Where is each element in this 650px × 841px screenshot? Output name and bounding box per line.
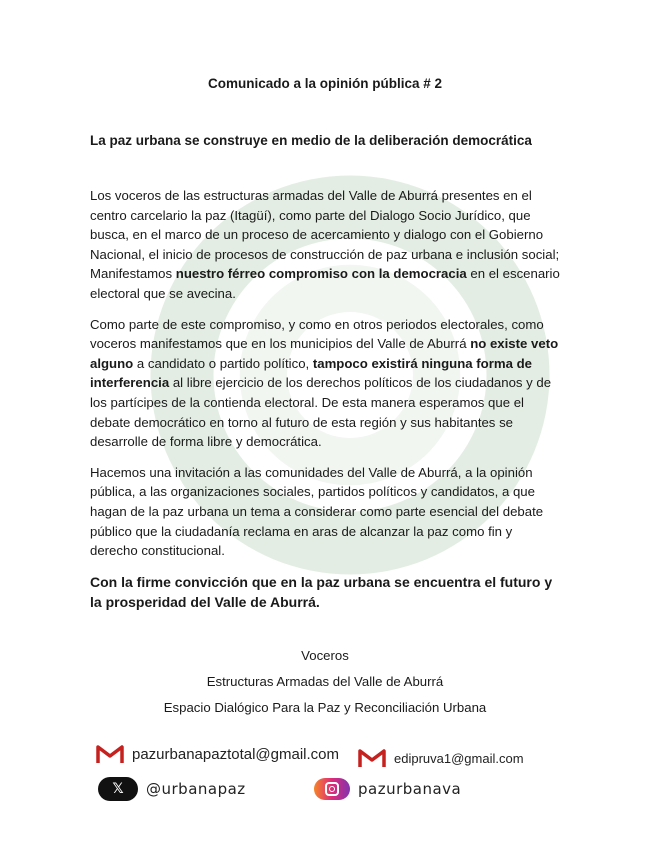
contact-gmail-2: [358, 748, 524, 768]
closing-statement: Con la firme convicción que en la paz urbana se encuentra el futuro y la prosperidad del Valle de Aburrá.: [90, 573, 553, 610]
gmail-icon: [358, 748, 386, 768]
contact-instagram: [314, 778, 461, 800]
gmail-icon: [96, 744, 124, 764]
signature-line-2: Estructuras Armadas del Valle de Aburrá: [206, 674, 444, 689]
gmail-address-2: edipruva1@gmail.com: [394, 750, 524, 766]
x-icon: 𝕏: [98, 777, 138, 801]
instagram-icon: [314, 778, 350, 800]
paragraph-1: Los voceros de las estructuras armadas del Valle de Aburrá presentes en el centro carcelario la paz (Itagüí), como parte del Dialogo Socio Jurídico, que busca, en el marco de un proceso de acercamiento y dialogo con el Gobierno Nacional, el inicio de procesos de construcción de paz urbana e inclusión social; Manifestamos nuestro férreo compromiso con la democracia en el escenario electoral que se avecina.: [90, 188, 560, 301]
paragraph-2: Como parte de este compromiso, y como en otros periodos electorales, como voceros manifestamos que en los municipios del Valle de Aburrá no existe veto alguno a candidato o partido político, tampoco existirá ninguna forma de interferencia al libre ejercicio de los derechos políticos de los ciudadanos y de los partícipes de la contienda electoral. De esta manera esperamos que el debate democrático en torno al futuro de esta región y sus habitantes se desarrolle de forma libre y democrática.: [90, 316, 559, 450]
body-text: [90, 186, 562, 623]
contact-x: [98, 777, 246, 801]
gmail-address-1: pazurbanapaztotal@gmail.com: [132, 745, 340, 763]
instagram-handle: pazurbanava: [358, 780, 462, 798]
signature-line-3: Espacio Dialógico Para la Paz y Reconciliación Urbana: [163, 700, 487, 715]
x-handle: @urbanapaz: [146, 780, 246, 798]
contact-gmail-1: [96, 744, 339, 764]
page-title: Comunicado a la opinión pública # 2: [207, 76, 443, 91]
page-subtitle: La paz urbana se construye en medio de la deliberación democrática: [90, 133, 532, 148]
paragraph-3: Hacemos una invitación a las comunidades del Valle de Aburrá, a la opinión pública, a las organizaciones sociales, partidos políticos y candidatos, a que hagan de la paz urbana un tema a considerar como parte esencial del debate público que la ciudadanía reclama en aras de alcanzar la paz como fin y derecho constitucional.: [90, 464, 544, 559]
signature-line-1: Voceros: [301, 648, 349, 663]
